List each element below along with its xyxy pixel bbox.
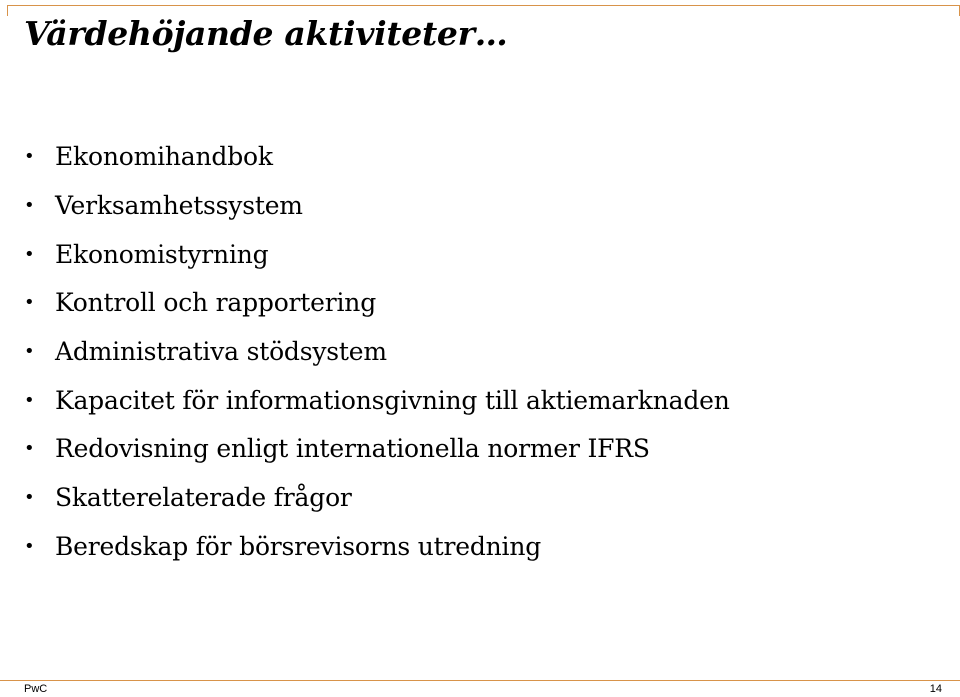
bullet-text: Beredskap för börsrevisorns utredning	[55, 531, 542, 561]
bullet-text: Skatterelaterade frågor	[55, 483, 352, 513]
bullet-text: Ekonomihandbok	[55, 142, 273, 172]
bullet-text: Kapacitet för informationsgivning till aktiemarknaden	[55, 385, 730, 415]
list-item	[24, 376, 730, 425]
list-item	[24, 328, 730, 377]
list-item	[24, 230, 730, 279]
list-item	[24, 474, 730, 523]
page-number: 14	[929, 683, 942, 695]
bullet-icon: •	[24, 146, 35, 168]
bullet-list	[24, 133, 730, 571]
footer-divider	[0, 680, 960, 681]
slide-frame-left-corner	[7, 5, 8, 16]
list-item	[24, 133, 730, 182]
bullet-text: Verksamhetssystem	[55, 191, 303, 221]
bullet-text: Administrativa stödsystem	[55, 337, 387, 367]
bullet-icon: •	[24, 438, 35, 460]
list-item	[24, 425, 730, 474]
footer-brand: PwC	[24, 683, 48, 695]
list-item	[24, 279, 730, 328]
list-item	[24, 182, 730, 231]
slide-title: Värdehöjande aktiviteter…	[24, 14, 508, 53]
bullet-icon: •	[24, 292, 35, 314]
bullet-icon: •	[24, 535, 35, 557]
bullet-text: Kontroll och rapportering	[55, 288, 377, 318]
bullet-text: Redovisning enligt internationella normer IFRS	[55, 434, 650, 464]
bullet-icon: •	[24, 389, 35, 411]
list-item	[24, 523, 730, 572]
bullet-icon: •	[24, 341, 35, 363]
bullet-text: Ekonomistyrning	[55, 239, 269, 269]
bullet-icon: •	[24, 487, 35, 509]
slide-frame-top-border	[7, 5, 960, 6]
bullet-icon: •	[24, 195, 35, 217]
bullet-icon: •	[24, 243, 35, 265]
